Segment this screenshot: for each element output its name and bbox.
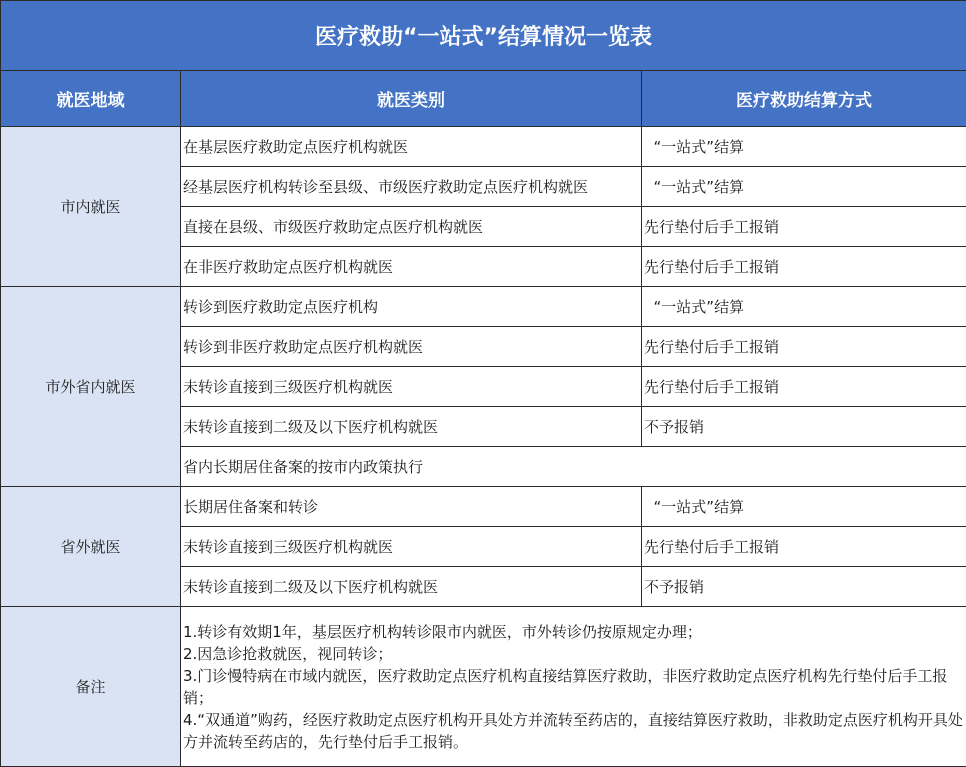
category-cell: 在非医疗救助定点医疗机构就医 [181, 247, 642, 287]
method-cell: 不予报销 [642, 407, 966, 447]
region-cell: 市外省内就医 [1, 287, 181, 487]
merged-note-cell: 省内长期居住备案的按市内政策执行 [181, 447, 966, 487]
category-cell: 未转诊直接到二级及以下医疗机构就医 [181, 407, 642, 447]
method-cell: 先行垫付后手工报销 [642, 207, 966, 247]
note-line-1: 1.转诊有效期1年，基层医疗机构转诊限市内就医，市外转诊仍按原规定办理； [183, 622, 702, 641]
method-cell: “一站式”结算 [642, 167, 966, 207]
category-cell: 转诊到非医疗救助定点医疗机构就医 [181, 327, 642, 367]
method-cell: 不予报销 [642, 567, 966, 607]
notes-cell [181, 607, 966, 767]
method-cell: “一站式”结算 [642, 127, 966, 167]
method-cell: 先行垫付后手工报销 [642, 327, 966, 367]
method-cell: “一站式”结算 [642, 287, 966, 327]
note-line-3: 3.门诊慢特病在市域内就医，医疗救助定点医疗机构直接结算医疗救助，非医疗救助定点医疗机构先行垫付后手工报销； [183, 666, 948, 707]
category-cell: 长期居住备案和转诊 [181, 487, 642, 527]
category-cell: 未转诊直接到三级医疗机构就医 [181, 527, 642, 567]
category-cell: 经基层医疗机构转诊至县级、市级医疗救助定点医疗机构就医 [181, 167, 642, 207]
header-row [1, 71, 966, 127]
table-title: 医疗救助“一站式”结算情况一览表 [1, 1, 966, 71]
region-cell: 省外就医 [1, 487, 181, 607]
note-line-4: 4.“双通道”购药，经医疗救助定点医疗机构开具处方并流转至药店的，直接结算医疗救助，非救助定点医疗机构开具处方并流转至药店的，先行垫付后手工报销。 [183, 710, 963, 751]
notes-row [1, 607, 966, 767]
header-method: 医疗救助结算方式 [642, 71, 966, 127]
region-cell: 市内就医 [1, 127, 181, 287]
category-cell: 未转诊直接到三级医疗机构就医 [181, 367, 642, 407]
method-cell: 先行垫付后手工报销 [642, 367, 966, 407]
category-cell: 未转诊直接到二级及以下医疗机构就医 [181, 567, 642, 607]
method-cell: “一站式”结算 [642, 487, 966, 527]
notes-label: 备注 [1, 607, 181, 767]
header-category: 就医类别 [181, 71, 642, 127]
category-cell: 转诊到医疗救助定点医疗机构 [181, 287, 642, 327]
table-row [1, 487, 966, 527]
method-cell: 先行垫付后手工报销 [642, 247, 966, 287]
method-cell: 先行垫付后手工报销 [642, 527, 966, 567]
table-row [1, 127, 966, 167]
title-row [1, 1, 966, 71]
header-region: 就医地域 [1, 71, 181, 127]
note-line-2: 2.因急诊抢救就医，视同转诊； [183, 644, 393, 663]
table-row [1, 287, 966, 327]
category-cell: 直接在县级、市级医疗救助定点医疗机构就医 [181, 207, 642, 247]
category-cell: 在基层医疗救助定点医疗机构就医 [181, 127, 642, 167]
